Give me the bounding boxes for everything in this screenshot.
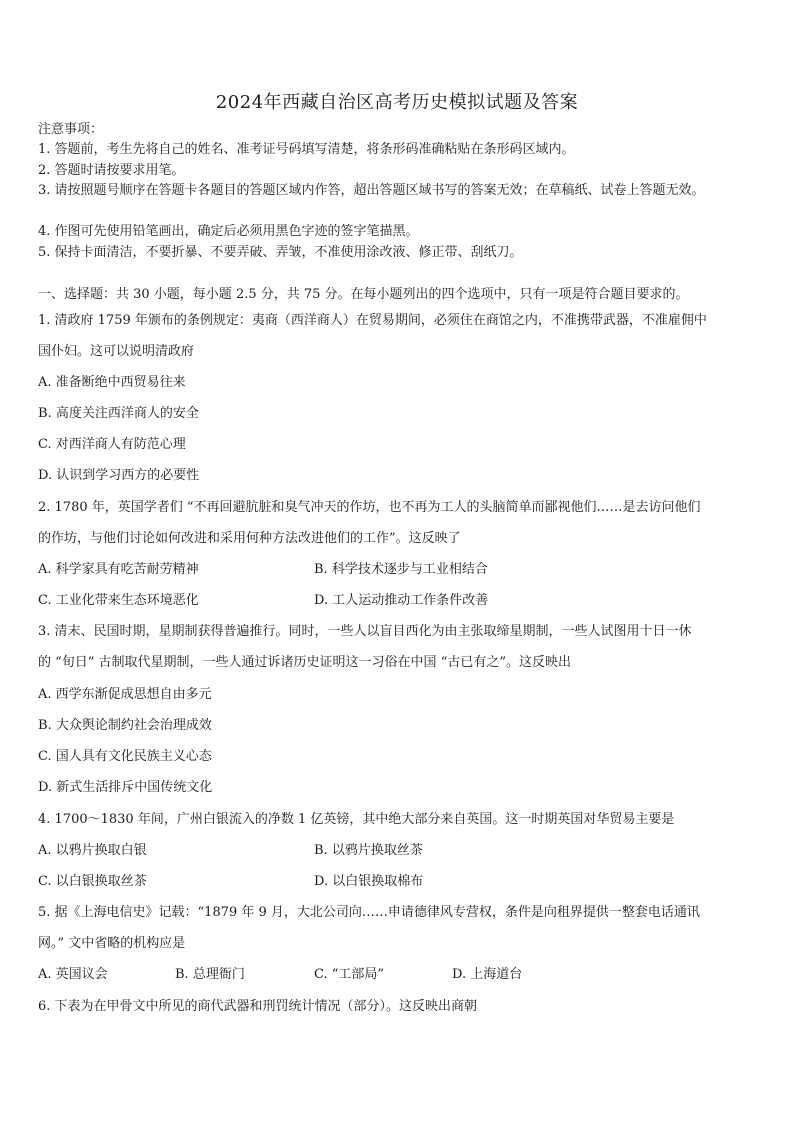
q2-option-d: D. 工人运动推动工作条件改善 <box>314 593 489 608</box>
q1-option-c: C. 对西洋商人有防范心理 <box>38 437 186 452</box>
q3-stem-line-2: 的 “旬日” 古制取代星期制，一些人通过诉诸历史证明这一习俗在中国 “古已有之”。这反映出 <box>38 655 571 670</box>
q3-option-a: A. 西学东渐促成思想自由多元 <box>38 687 212 702</box>
exam-title: 2024年西藏自治区高考历史模拟试题及答案 <box>215 92 579 113</box>
notice-heading: 注意事项： <box>38 122 104 137</box>
q2-stem-line-1: 2. 1780 年，英国学者们 “不再回避肮脏和臭气冲天的作坊，也不再为工人的头脑简单而鄙视他们……是去访问他们 <box>38 500 701 515</box>
q5-stem-line-1: 5. 据《上海电信史》记载：“1879 年 9 月，大北公司向……申请德律风专营权，条件是向租界提供一整套电话通讯 <box>38 905 700 920</box>
q3-option-b: B. 大众舆论制约社会治理成效 <box>38 718 212 733</box>
q5-option-a: A. 英国议会 <box>38 967 108 982</box>
q2-option-b: B. 科学技术逐步与工业相结合 <box>314 562 488 577</box>
q2-option-a: A. 科学家具有吃苦耐劳精神 <box>38 562 199 577</box>
q5-option-d: D. 上海道台 <box>452 967 523 982</box>
q4-option-d: D. 以白银换取棉布 <box>314 874 424 889</box>
q1-option-a: A. 准备断绝中西贸易往来 <box>38 375 186 390</box>
notice-item-5: 5. 保持卡面清洁，不要折暴、不要弄破、弄皱，不准使用涂改液、修正带、刮纸刀。 <box>38 245 523 260</box>
q5-stem-line-2: 网。” 文中省略的机构应是 <box>38 936 186 951</box>
notice-item-3: 3. 请按照题号顺序在答题卡各题目的答题区域内作答，超出答题区域书写的答案无效；在草稿纸、试卷上答题无效。 <box>38 183 705 198</box>
q4-option-b: B. 以鸦片换取丝茶 <box>314 843 423 858</box>
q6-stem-line-1: 6. 下表为在甲骨文中所见的商代武器和刑罚统计情况（部分）。这反映出商朝 <box>38 999 478 1014</box>
notice-item-4: 4. 作图可先使用铅笔画出，确定后必须用黑色字迹的签字笔描黑。 <box>38 224 419 239</box>
q2-stem-line-2: 的作坊，与他们讨论如何改进和采用何种方法改进他们的工作”。这反映了 <box>38 531 461 546</box>
q5-option-c: C. “工部局” <box>314 967 385 982</box>
q1-option-d: D. 认识到学习西方的必要性 <box>38 468 200 483</box>
q5-option-b: B. 总理衙门 <box>175 967 245 982</box>
q4-stem-line-1: 4. 1700～1830 年间，广州白银流入的净数 1 亿英镑，其中绝大部分来自英国。这一时期英国对华贸易主要是 <box>38 812 675 827</box>
q4-option-a: A. 以鸦片换取白银 <box>38 843 147 858</box>
q2-option-c: C. 工业化带来生态环境恶化 <box>38 593 199 608</box>
notice-item-2: 2. 答题时请按要求用笔。 <box>38 163 185 178</box>
q3-option-c: C. 国人具有文化民族主义心态 <box>38 749 212 764</box>
notice-item-1: 1. 答题前，考生先将自己的姓名、准考证号码填写清楚，将条形码准确粘贴在条形码区域内。 <box>38 142 575 157</box>
q1-option-b: B. 高度关注西洋商人的安全 <box>38 406 199 421</box>
q4-option-c: C. 以白银换取丝茶 <box>38 874 147 889</box>
section-heading: 一、选择题：共 30 小题，每小题 2.5 分，共 75 分。在每小题列出的四个选项中，只有一项是符合题目要求的。 <box>38 287 689 302</box>
q3-option-d: D. 新式生活排斥中国传统文化 <box>38 780 213 795</box>
q3-stem-line-1: 3. 清末、民国时期，星期制获得普遍推行。同时，一些人以盲目西化为由主张取缔星期制，一些人试图用十日一休 <box>38 624 692 639</box>
q1-stem-line-2: 国仆妇。这可以说明清政府 <box>38 344 195 359</box>
q1-stem-line-1: 1. 清政府 1759 年颁布的条例规定：夷商（西洋商人）在贸易期间，必须住在商馆之内，不准携带武器，不准雇佣中 <box>38 313 707 328</box>
